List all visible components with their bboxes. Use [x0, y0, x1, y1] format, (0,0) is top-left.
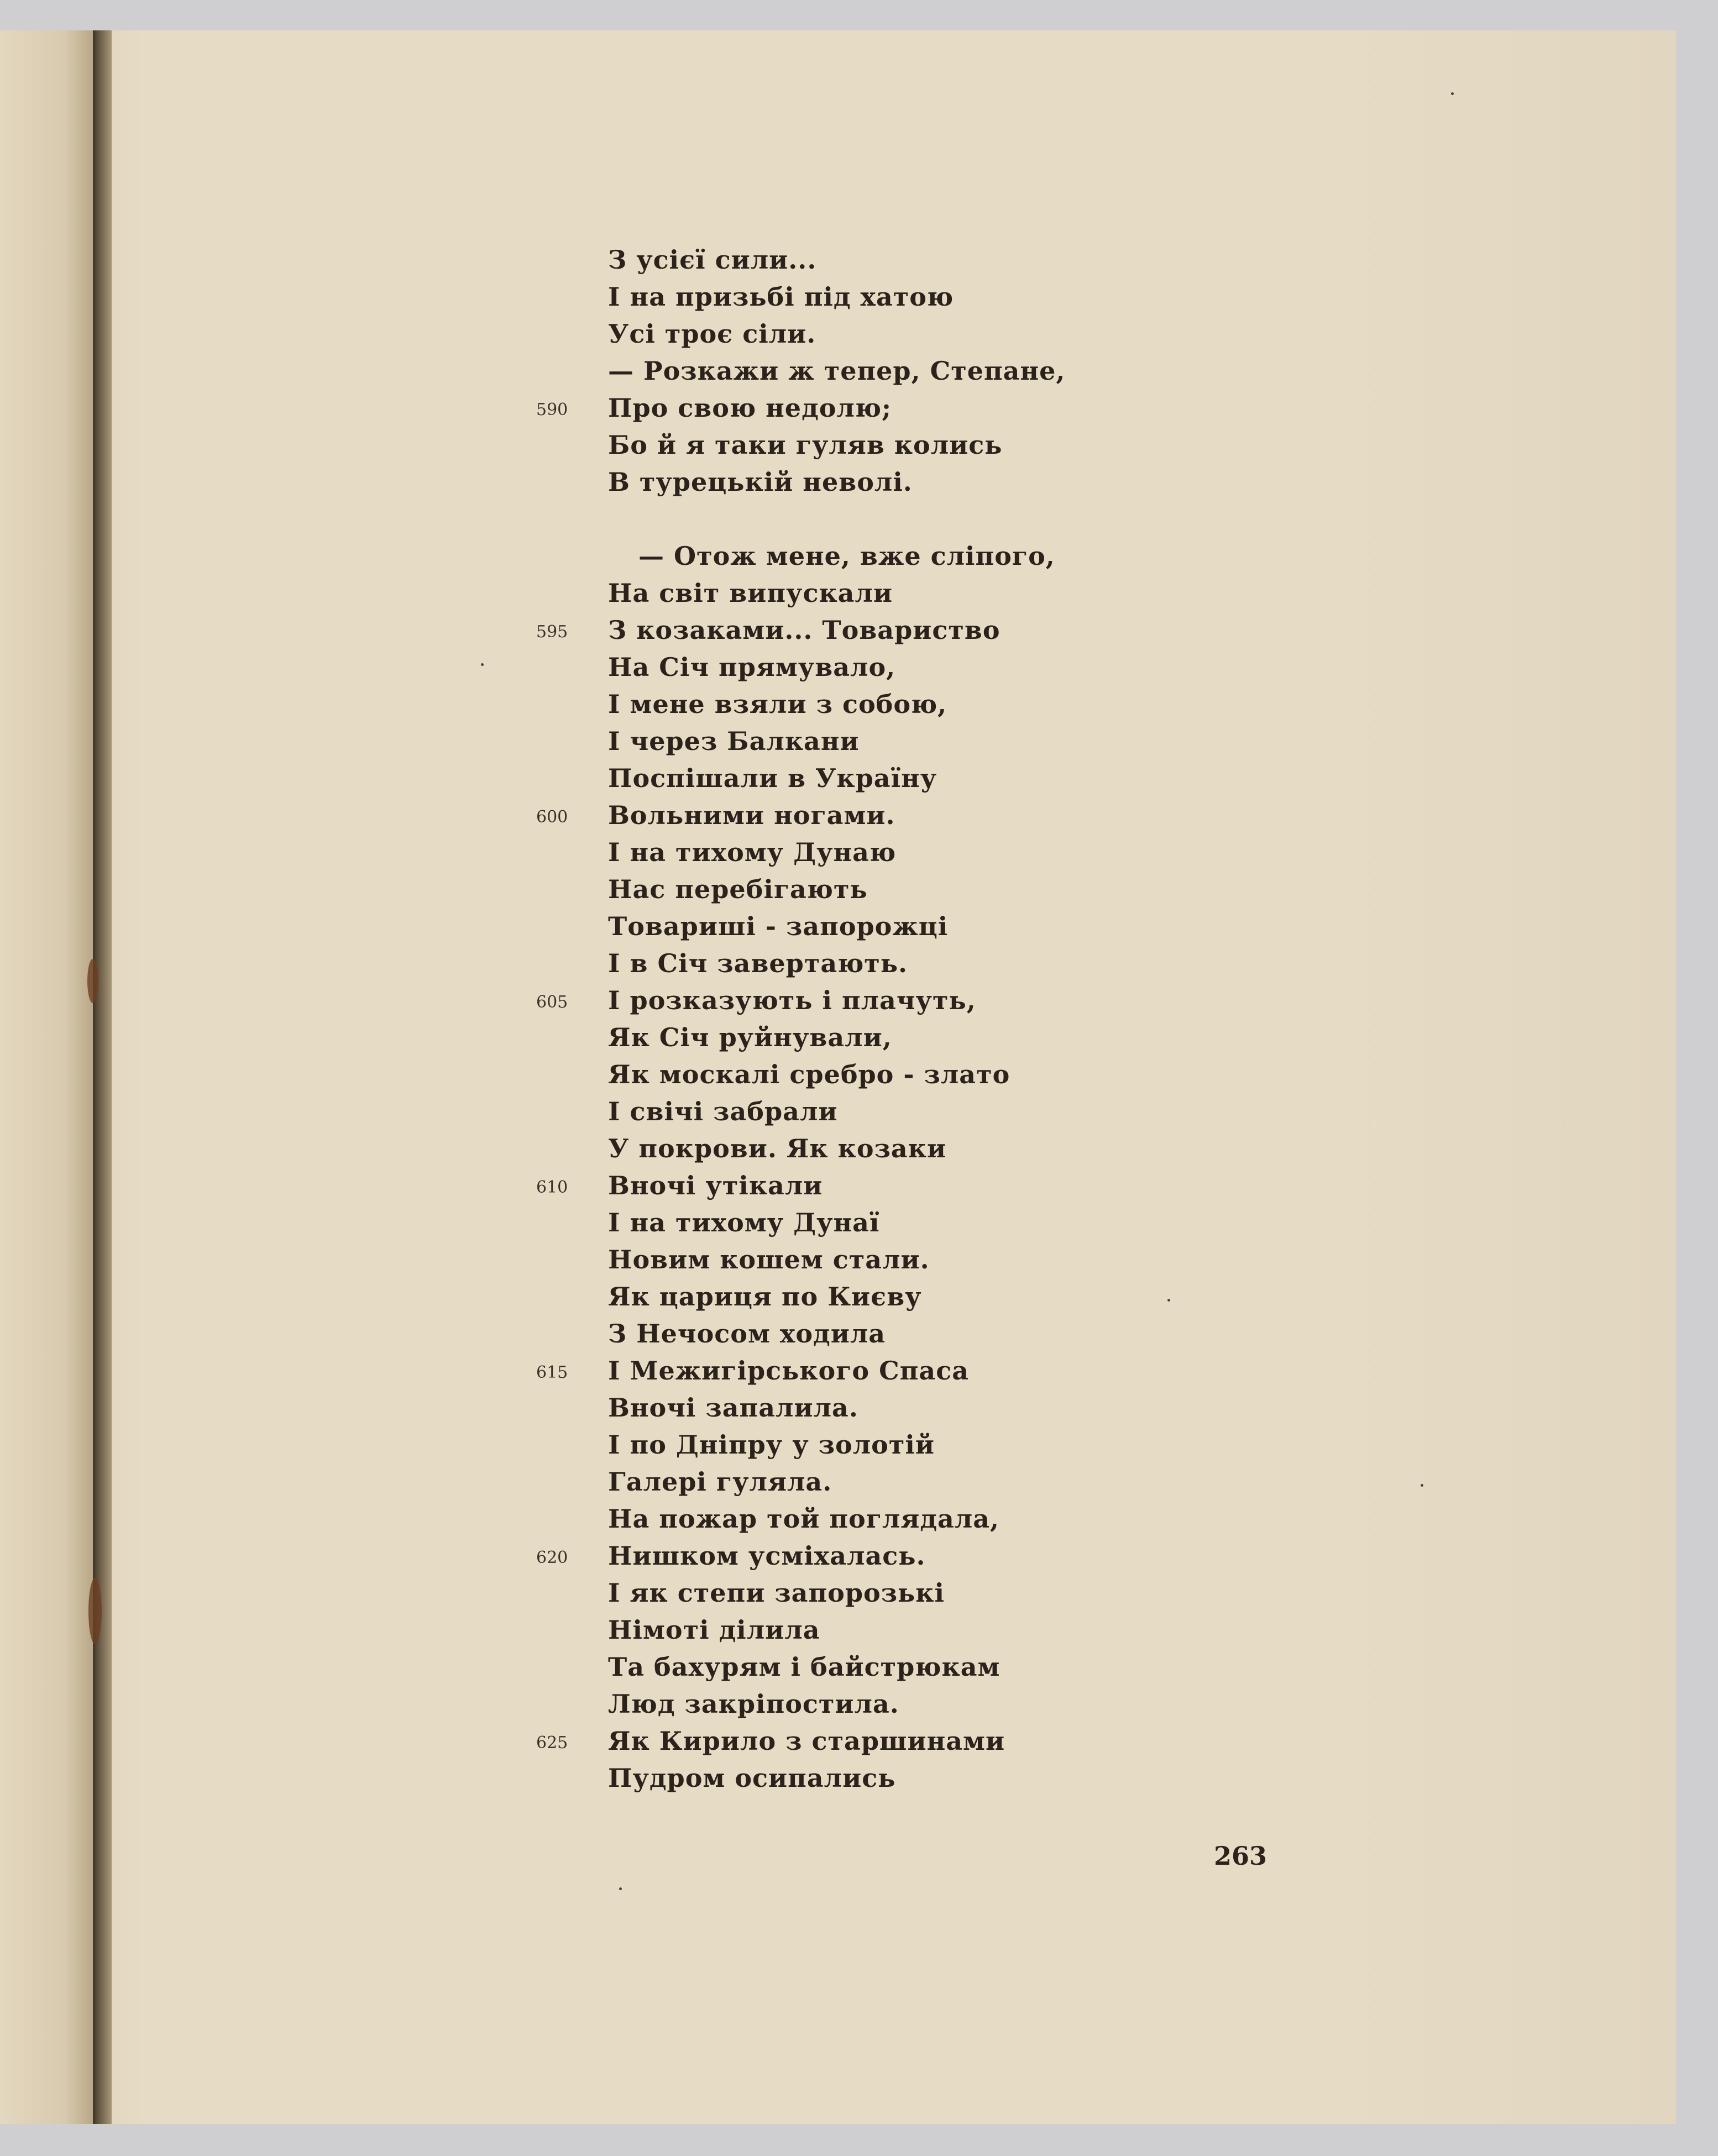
- poem-line: На Січ прямувало,: [608, 652, 896, 682]
- poem-line: І Межигірського Спаса: [608, 1356, 970, 1386]
- line-number: 625: [536, 1733, 568, 1753]
- poem-line: Поспішали в Україну: [608, 763, 937, 793]
- book-page: [0, 30, 1676, 2124]
- poem-line: Як Січ руйнували,: [608, 1022, 892, 1052]
- poem-line: І свічі забрали: [608, 1097, 838, 1126]
- poem-line: Новим кошем стали.: [608, 1245, 930, 1274]
- line-number: 610: [536, 1178, 568, 1197]
- poem-line: Як Кирило з старшинами: [608, 1726, 1005, 1756]
- line-number: 620: [536, 1548, 568, 1567]
- line-number: 590: [536, 400, 568, 419]
- line-number: 595: [536, 622, 568, 642]
- poem-line: З Нечосом ходила: [608, 1319, 886, 1349]
- poem-line: Вночі утікали: [608, 1171, 823, 1200]
- poem-line: З козаками... Товариство: [608, 615, 1001, 645]
- poem-line: Та бахурям і байстрюкам: [608, 1652, 1001, 1682]
- poem-line: У покрови. Як козаки: [608, 1134, 947, 1163]
- poem-text: [0, 30, 1676, 2124]
- poem-line: Люд закріпостила.: [608, 1689, 899, 1719]
- poem-line: Галері гуляла.: [608, 1467, 832, 1497]
- poem-line: І на призьбі під хатою: [608, 282, 954, 312]
- line-number: 605: [536, 993, 568, 1012]
- poem-line: Як цариця по Києву: [608, 1282, 922, 1312]
- poem-line: Нас перебігають: [608, 874, 868, 904]
- poem-line: В турецькій неволі.: [608, 467, 913, 497]
- poem-line: Про свою недолю;: [608, 393, 892, 423]
- page-number: 263: [1214, 1841, 1267, 1871]
- poem-line: Нишком усміхалась.: [608, 1541, 926, 1571]
- line-number: 615: [536, 1363, 568, 1382]
- line-number: 600: [536, 807, 568, 827]
- poem-line: І розказують і плачуть,: [608, 985, 976, 1015]
- poem-line: Вночі запалила.: [608, 1393, 858, 1423]
- poem-line: Усі троє сіли.: [608, 319, 816, 349]
- poem-line: І в Січ завертають.: [608, 948, 908, 978]
- poem-line: — Отож мене, вже сліпого,: [638, 541, 1055, 571]
- poem-line: З усієї сили...: [608, 245, 817, 275]
- poem-line: Бо й я таки гуляв колись: [608, 430, 1003, 460]
- poem-line: І мене взяли з собою,: [608, 689, 947, 719]
- poem-line: На пожар той поглядала,: [608, 1504, 1000, 1534]
- poem-line: Як москалі сребро - злато: [608, 1059, 1010, 1089]
- poem-line: Вольними ногами.: [608, 800, 895, 830]
- poem-line: І на тихому Дунаю: [608, 837, 897, 867]
- poem-line: Німоті ділила: [608, 1615, 820, 1645]
- poem-line: На світ випускали: [608, 578, 893, 608]
- poem-line: І через Балкани: [608, 726, 860, 756]
- poem-line: І як степи запорозькі: [608, 1578, 945, 1608]
- poem-line: І по Дніпру у золотій: [608, 1430, 935, 1460]
- poem-line: І на тихому Дунаї: [608, 1208, 880, 1237]
- poem-line: Товариші - запорожці: [608, 911, 949, 941]
- poem-line: — Розкажи ж тепер, Степане,: [608, 356, 1066, 386]
- poem-line: Пудром осипались: [608, 1763, 896, 1793]
